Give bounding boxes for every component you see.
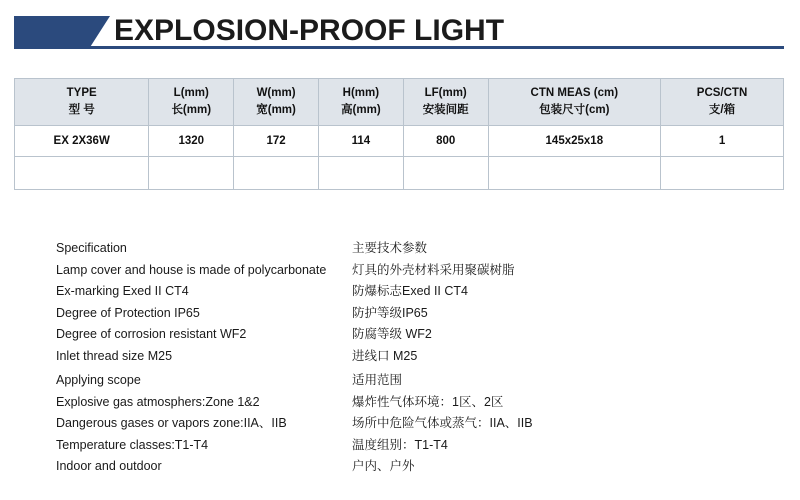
table-row [15, 157, 784, 190]
column-header-length [149, 79, 234, 126]
column-header-ctn-meas [488, 79, 660, 126]
applying-scope-line-cn: 温度组别：T1-T4 [352, 437, 448, 452]
specification-line-cn: 防护等级IP65 [352, 305, 428, 320]
applying-scope-block-en [56, 370, 287, 478]
column-header-lf-cn: 安装间距 [422, 104, 469, 116]
specification-line-cn: 进线口 M25 [352, 348, 418, 363]
specification-block-en [56, 238, 326, 367]
specification-line-en: Degree of Protection IP65 [56, 305, 200, 320]
specification-line-cn: 灯具的外壳材料采用聚碳树脂 [352, 262, 515, 277]
table-cell-height [318, 157, 403, 190]
table-body [15, 126, 784, 190]
column-header-pcs-ctn-cn: 支/箱 [708, 104, 736, 116]
specification-line-cn: 防爆标志Exed II CT4 [352, 284, 468, 298]
specification-heading-en: Specification [56, 241, 127, 255]
table-header-row [15, 79, 784, 126]
column-header-pcs-ctn-en: PCS/CTN [696, 87, 748, 100]
applying-scope-line-en: Temperature classes:T1-T4 [56, 437, 209, 452]
applying-scope-line-en: Explosive gas atmosphers:Zone 1&2 [56, 394, 260, 409]
column-header-length-en: L(mm) [173, 87, 209, 100]
table-cell-height: 114 [318, 126, 403, 157]
page-header [0, 8, 800, 60]
column-header-lf-en: LF(mm) [424, 87, 467, 100]
specification-table [14, 78, 784, 190]
specification-heading-cn: 主要技术参数 [352, 241, 428, 255]
specification-line-en: Degree of corrosion resistant WF2 [56, 327, 247, 341]
header-accent-flag [14, 16, 110, 49]
column-header-width-cn: 宽(mm) [256, 104, 296, 116]
applying-scope-line-cn: 户内、户外 [352, 459, 415, 473]
applying-scope-heading-cn: 适用范围 [352, 373, 403, 387]
column-header-ctn-meas-en: CTN MEAS (cm) [530, 87, 619, 100]
table-header [15, 79, 784, 126]
column-header-width-en: W(mm) [256, 87, 296, 100]
specification-line-en: Ex-marking Exed II CT4 [56, 284, 189, 298]
specification-line-en: Inlet thread size M25 [56, 348, 173, 363]
table-cell-pcs-ctn: 1 [661, 126, 784, 157]
column-header-length-cn: 长(mm) [171, 104, 212, 116]
table-cell-ctn-meas: 145x25x18 [488, 126, 660, 157]
specification-block-cn [352, 238, 515, 367]
column-header-type [15, 79, 149, 126]
applying-scope-block-cn [352, 370, 533, 478]
column-header-height [318, 79, 403, 126]
table-cell-type [15, 157, 149, 190]
column-header-lf [403, 79, 488, 126]
table-cell-width [234, 157, 319, 190]
specification-line-cn: 防腐等级 WF2 [352, 327, 432, 341]
column-header-type-cn: 型 号 [68, 104, 95, 116]
applying-scope-line-cn: 爆炸性气体环境：1区、2区 [352, 394, 504, 409]
column-header-width [234, 79, 319, 126]
applying-scope-line-en: Dangerous gases or vapors zone:IIA、IIB [56, 416, 287, 430]
table-cell-ctn-meas [488, 157, 660, 190]
table-cell-width: 172 [234, 126, 319, 157]
specification-line-en: Lamp cover and house is made of polycarbonate [56, 262, 327, 277]
column-header-pcs-ctn [661, 79, 784, 126]
table-cell-lf: 800 [403, 126, 488, 157]
table-cell-pcs-ctn [661, 157, 784, 190]
applying-scope-line-cn: 场所中危险气体或蒸气：IIA、IIB [352, 416, 533, 430]
table-cell-lf [403, 157, 488, 190]
table-cell-type: EX 2X36W [15, 126, 149, 157]
column-header-height-cn: 高(mm) [341, 104, 381, 116]
page-title: EXPLOSION-PROOF LIGHT [114, 14, 505, 47]
table-cell-length: 1320 [149, 126, 234, 157]
column-header-height-en: H(mm) [342, 87, 380, 100]
column-header-ctn-meas-cn: 包装尺寸(cm) [539, 104, 610, 116]
table-row [15, 126, 784, 157]
applying-scope-heading-en: Applying scope [56, 373, 141, 387]
applying-scope-line-en: Indoor and outdoor [56, 459, 162, 473]
column-header-type-en: TYPE [66, 87, 97, 100]
table-cell-length [149, 157, 234, 190]
